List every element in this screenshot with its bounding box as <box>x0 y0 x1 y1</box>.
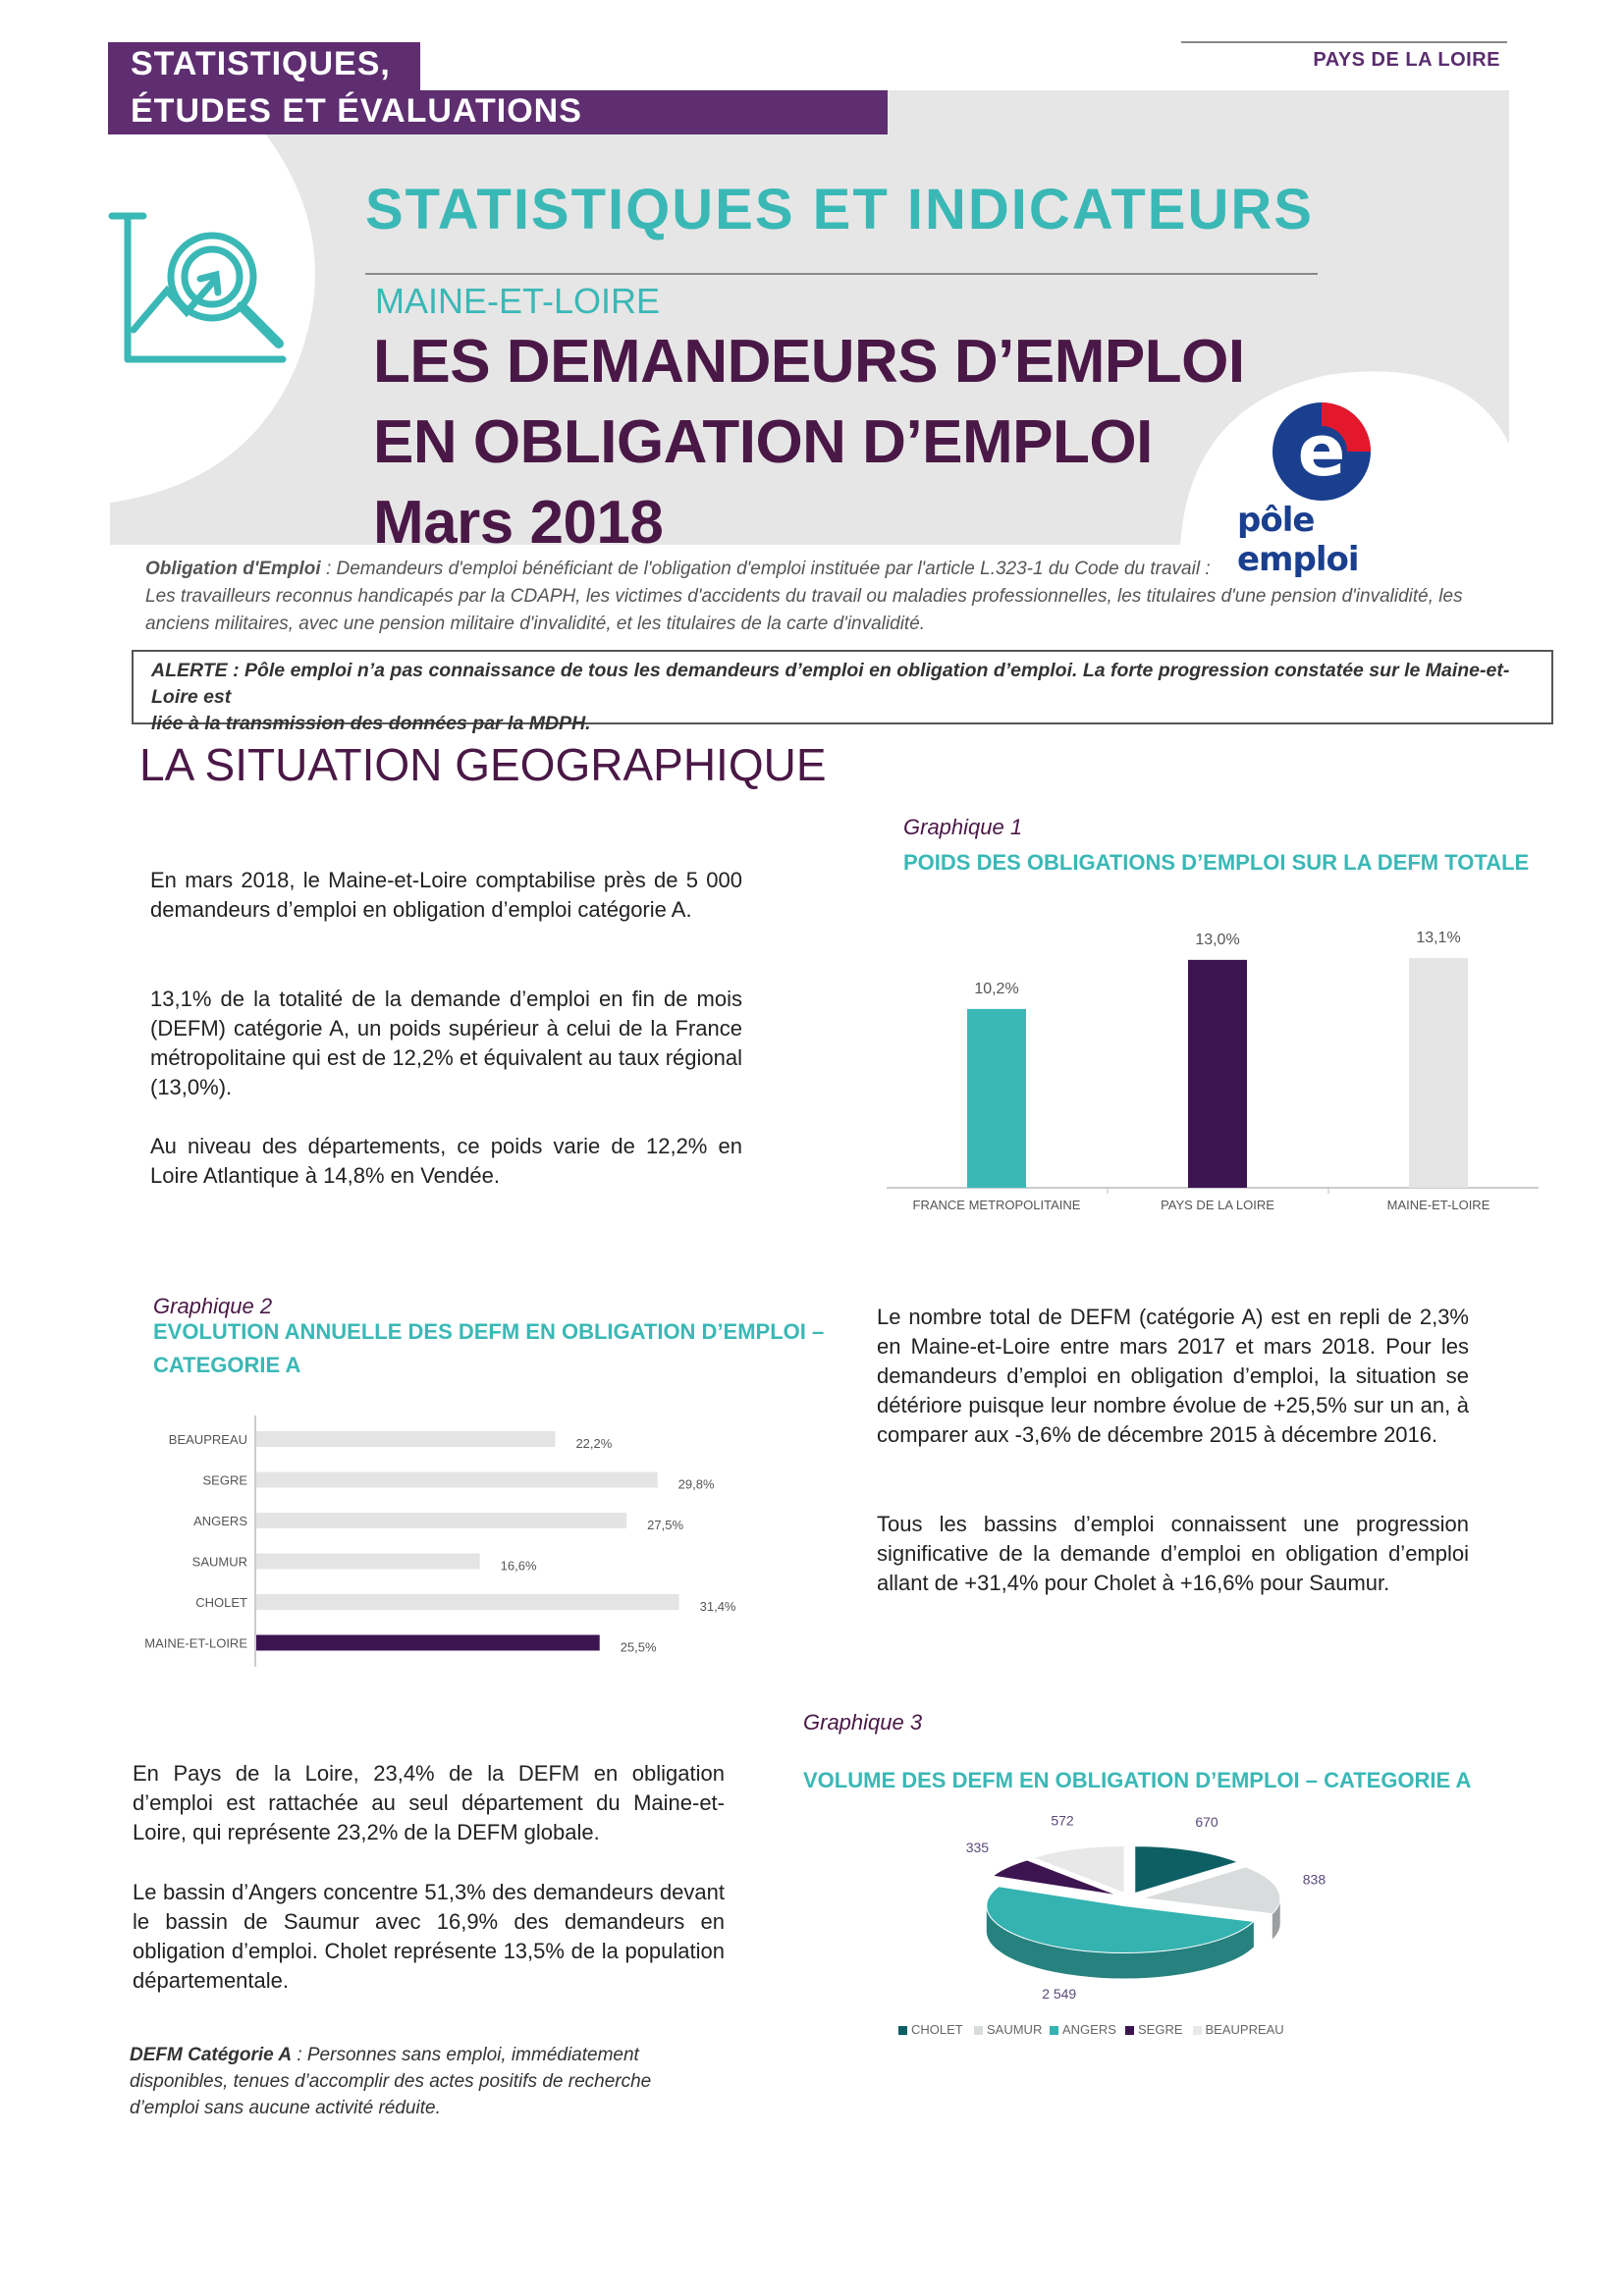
paragraph-intro: En mars 2018, le Maine-et-Loire comptabilise près de 5 000 demandeurs d’emploi en obligation d’emploi catégorie A. <box>150 868 742 922</box>
svg-text:e: e <box>1297 409 1346 492</box>
series-title-line1: STATISTIQUES, <box>131 45 391 82</box>
graph1-category-label: MAINE-ET-LOIRE <box>1386 1198 1490 1212</box>
note-term: DEFM Catégorie A <box>130 2045 293 2065</box>
graph1-value-label: 10,2% <box>974 980 1019 997</box>
graph2-title-line1: EVOLUTION ANNUELLE DES DEFM EN OBLIGATION D’EMPLOI – <box>153 1319 825 1344</box>
graph2-category-label: ANGERS <box>193 1514 247 1528</box>
graph2-label: Graphique 2 <box>153 1294 273 1318</box>
analytics-magnifier-icon <box>106 210 291 367</box>
paragraph-basins: Tous les bassins d’emploi connaissent une progression significative de la demande d’emploi en obligation d’emploi allant de +31,4% pour Cholet à +16,6% pour Saumur. <box>877 1512 1469 1595</box>
department-label: MAINE-ET-LOIRE <box>375 281 661 321</box>
graph2-title <box>153 1315 824 1382</box>
graph1-bar <box>1409 958 1468 1188</box>
graph2-category-label: BEAUPREAU <box>168 1432 247 1447</box>
alert-line2: liée à la transmission des données par la MDPH. <box>151 713 591 734</box>
graph2-value-label: 29,8% <box>677 1476 715 1492</box>
definition-term: Obligation d'Emploi <box>145 559 321 579</box>
graph3-legend-item <box>974 2022 1042 2037</box>
series-title-line2: ÉTUDES ET ÉVALUATIONS <box>131 92 582 130</box>
graph2-value-label: 27,5% <box>647 1518 684 1532</box>
paragraph-angers: Le bassin d’Angers concentre 51,3% des demandeurs devant le bassin de Saumur avec 16,9% des demandeurs en obligation d’emploi. Cholet représente 13,5% de la population départementale. <box>133 1880 725 1993</box>
graph1-bar <box>1188 960 1247 1188</box>
alert-text <box>151 658 1536 737</box>
paragraph-region-share: En Pays de la Loire, 23,4% de la DEFM en obligation d’emploi est rattachée au seul département du Maine-et-Loire, qui représente 23,2% de la DEFM globale. <box>133 1761 725 1844</box>
paragraph-departments: Au niveau des départements, ce poids varie de 12,2% en Loire Atlantique à 14,8% en Vendée. <box>150 1134 742 1188</box>
definition-line2: Les travailleurs reconnus handicapés par la CDAPH, les victimes d'accidents du travail ou maladies professionnelles, les titulaires d'une pension d'invalidité, les <box>145 586 1463 607</box>
graph3-legend-item <box>1050 2022 1116 2037</box>
title-rule <box>365 273 1318 275</box>
graph2-title-line2: CATEGORIE A <box>153 1353 301 1377</box>
graph2-value-label: 16,6% <box>500 1558 537 1574</box>
graph2-bar <box>256 1635 600 1651</box>
note-block <box>130 2042 699 2121</box>
graph1-label: Graphique 1 <box>903 815 1023 839</box>
graph3-legend-label: CHOLET <box>911 2022 963 2037</box>
graph3-value-label: 335 <box>965 1839 990 1855</box>
headline-line1: LES DEMANDEURS D’EMPLOI <box>373 328 1245 396</box>
header-rule <box>1181 41 1507 43</box>
graph2-category-label: CHOLET <box>195 1595 247 1610</box>
graph1-value-label: 13,1% <box>1416 930 1461 947</box>
graph2-hbar-chart <box>118 1414 756 1674</box>
graph3-value-label: 838 <box>1302 1871 1326 1888</box>
graph2-bar <box>256 1554 480 1570</box>
paragraph-total: Le nombre total de DEFM (catégorie A) est en repli de 2,3% en Maine-et-Loire entre mars 2017 et mars 2018. Pour les demandeurs d’emploi en obligation d’emploi, la situation se détériore puisque leur nombre évolue de +25,5% sur un an, à comparer aux -3,6% de décembre 2015 à décembre 2016. <box>877 1305 1469 1447</box>
graph2-bar <box>256 1513 626 1528</box>
graph2-category-label: MAINE-ET-LOIRE <box>144 1635 247 1651</box>
graph3-legend-item <box>898 2022 963 2037</box>
main-title: STATISTIQUES ET INDICATEURS <box>365 178 1314 241</box>
definition-text: : Demandeurs d'emploi bénéficiant de l'obligation d'emploi instituée par l'article L.323-1 du Code du travail : <box>320 559 1211 579</box>
graph2-category-label: SEGRE <box>202 1472 247 1488</box>
paragraph-weight: 13,1% de la totalité de la demande d’emploi en fin de mois (DEFM) catégorie A, un poids supérieur à celui de la France métropolitaine qui est de 12,2% et équivalent au taux régional (13,0%). <box>150 987 742 1099</box>
graph1-bar-chart <box>879 923 1546 1217</box>
graph3-legend <box>898 2022 1448 2042</box>
graph1-title: POIDS DES OBLIGATIONS D’EMPLOI SUR LA DEFM TOTALE <box>903 850 1530 875</box>
graph2-value-label: 31,4% <box>699 1599 736 1614</box>
graph3-title: VOLUME DES DEFM EN OBLIGATION D’EMPLOI – CATEGORIE A <box>803 1768 1472 1792</box>
graph2-category-label: SAUMUR <box>191 1554 247 1570</box>
note-text: : Personnes sans emploi, immédiatement disponibles, tenues d’accomplir des actes positifs de recherche d’emploi sans aucune activité réduite. <box>130 2045 652 2118</box>
graph1-bar <box>967 1009 1026 1188</box>
pole-emploi-logo-text: pôle emploi <box>1237 501 1359 579</box>
graph3-legend-label: ANGERS <box>1062 2022 1116 2037</box>
graph3-legend-swatch <box>1050 2026 1058 2035</box>
graph1-value-label: 13,0% <box>1195 931 1240 948</box>
graph3-value-label: 572 <box>1051 1816 1074 1829</box>
pole-emploi-logo <box>1231 399 1398 579</box>
graph3-legend-label: BEAUPREAU <box>1205 2022 1284 2037</box>
graph3-value-label: 670 <box>1195 1816 1218 1831</box>
pole-emploi-e-icon <box>1231 399 1398 507</box>
graph2-bar <box>256 1594 679 1610</box>
graph2-bar <box>256 1472 658 1488</box>
graph3-value-label: 2 549 <box>1042 1986 1077 2002</box>
headline-line2: EN OBLIGATION D’EMPLOI <box>373 408 1153 476</box>
graph3-legend-label: SEGRE <box>1138 2022 1183 2037</box>
graph2-bar <box>256 1431 555 1447</box>
headline <box>373 322 1245 563</box>
definition-block <box>145 556 1510 638</box>
region-label: PAYS DE LA LOIRE <box>1313 49 1500 71</box>
graph3-legend-swatch <box>974 2026 983 2035</box>
graph1-category-label: PAYS DE LA LOIRE <box>1161 1198 1274 1212</box>
headline-line3: Mars 2018 <box>373 489 664 557</box>
alert-line1: ALERTE : Pôle emploi n’a pas connaissance de tous les demandeurs d’emploi en obligation d’emploi. La forte progression constatée sur le Maine-et-Loire est <box>151 660 1510 708</box>
graph3-label: Graphique 3 <box>803 1710 923 1735</box>
section-title: LA SITUATION GEOGRAPHIQUE <box>139 739 827 790</box>
graph2-value-label: 22,2% <box>575 1436 613 1451</box>
graph3-pie-chart <box>884 1816 1394 2032</box>
definition-line3: anciens militaires, avec une pension militaire d'invalidité, et les titulaires de la carte d'invalidité. <box>145 614 926 634</box>
graph2-value-label: 25,5% <box>620 1639 657 1655</box>
graph3-legend-swatch <box>1125 2026 1134 2035</box>
graph3-legend-label: SAUMUR <box>987 2022 1043 2037</box>
graph3-legend-swatch <box>898 2026 907 2035</box>
graph3-legend-swatch <box>1193 2026 1202 2035</box>
graph3-legend-item <box>1193 2022 1284 2037</box>
graph3-legend-item <box>1125 2022 1183 2037</box>
graph1-category-label: FRANCE METROPOLITAINE <box>912 1198 1081 1212</box>
